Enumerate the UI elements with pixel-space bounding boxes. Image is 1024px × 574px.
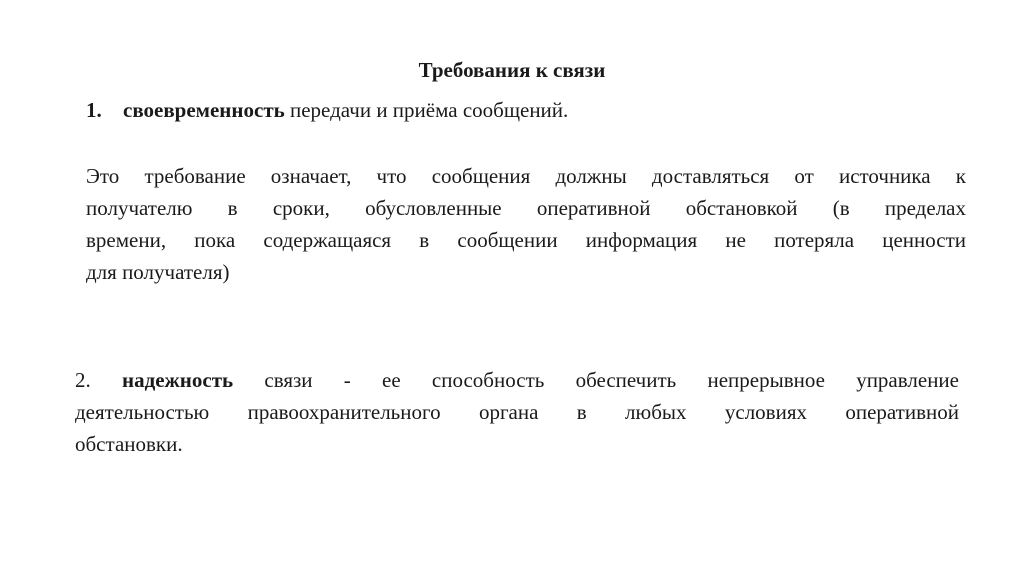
paragraph-line: получателю в сроки, обусловленные оперативной обстановкой (в пределах [86, 196, 966, 220]
item-keyword: надежность [122, 368, 234, 392]
item-number: 2. [75, 368, 91, 392]
requirement-item-1 [86, 96, 568, 124]
item2-line-1 [75, 364, 959, 396]
item2-line-3: обстановки. [75, 432, 183, 456]
item-text: связи - ее способность обеспечить непрерывное управление [264, 368, 959, 392]
paragraph-line: для получателя) [86, 260, 230, 284]
item-text: передачи и приёма сообщений. [284, 98, 569, 122]
item-keyword: своевременность [123, 98, 285, 122]
item2-line-2: деятельностью правоохранительного органа в любых условиях оперативной [75, 400, 959, 424]
paragraph-line: времени, пока содержащаяся в сообщении информация не потеряла ценности [86, 228, 966, 252]
paragraph-line: Это требование означает, что сообщения должны доставляться от источника к [86, 164, 966, 188]
slide-title: Требования к связи [418, 58, 606, 82]
explanation-paragraph [86, 160, 966, 288]
item-number: 1. [86, 98, 102, 122]
requirement-item-2 [75, 364, 959, 460]
